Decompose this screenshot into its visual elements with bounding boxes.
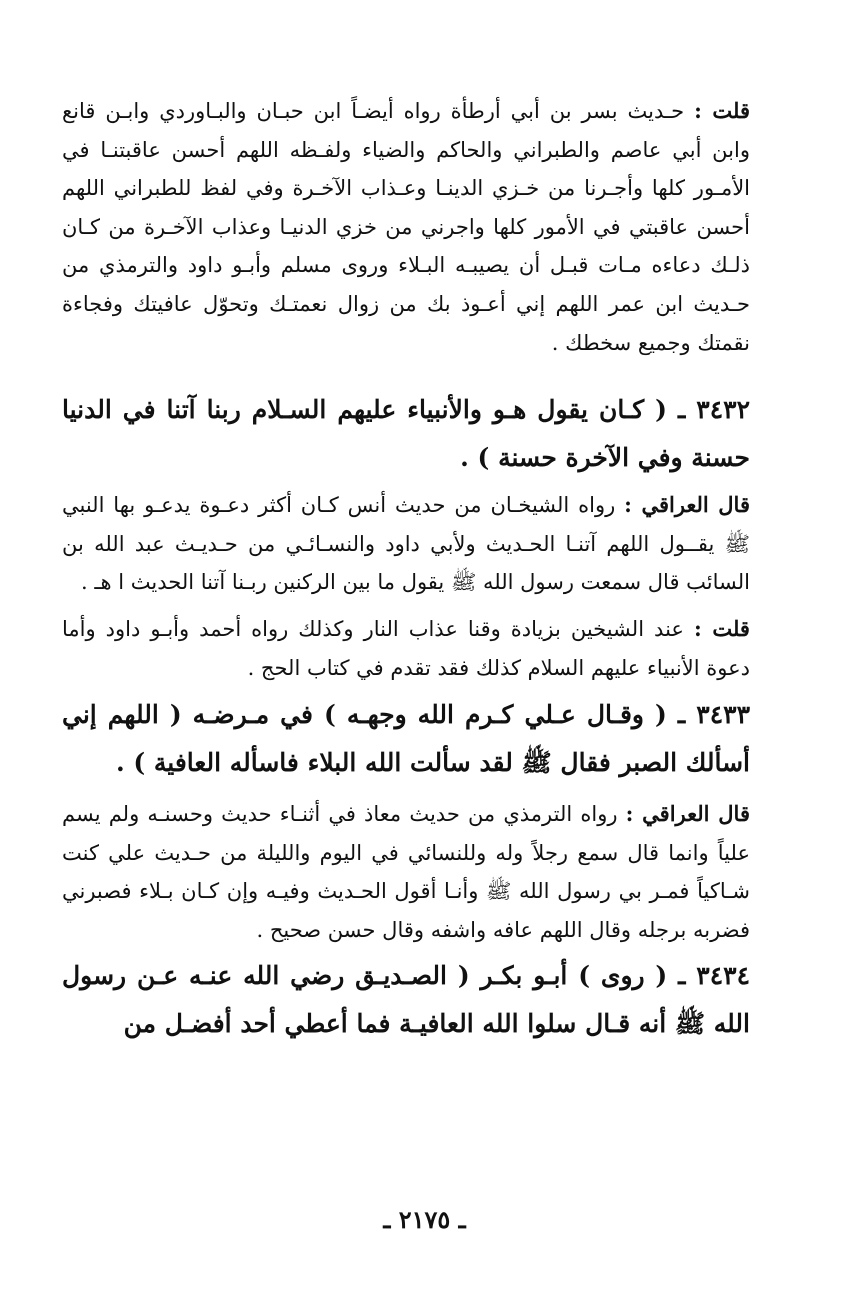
commentary-paragraph [62,486,750,602]
hadith-heading-3432: ٣٤٣٢ ـ ( كـان يقول هـو والأنبياء عليهم السـلام ربنا آتنا في الدنيا حسنة وفي الآخرة حسنة ) . [62,395,750,473]
hadith-heading-3433: ٣٤٣٣ ـ ( وقـال عـلي كـرم الله وجهـه ) في مـرضـه ( اللهم إني أسألك الصبر فقال ﷺ لقد سألت الله البلاء فاسأله العافية ) . [62,700,750,778]
paragraph-lead: قال العراقي : [624,492,750,518]
paragraph-lead: قلت : [694,98,750,123]
paragraph-text: حـديث بسر بن أبي أرطأة رواه أيضـاً ابن حبـان والبـاوردي وابـن قانع وابن أبي عاصم والطبراني والحاكم والضياء ولفـظه اللهم أحسن عاقبتنـا في الأمـور كلها وأجـرنا من خـزي الدينـا وعـذاب الآخـرة وفي لفظ للطبراني اللهم أحسن عاقبتي في الأمور كلها واجرني من خزي الدنيـا وعذاب الآخـرة من كـان ذلـك دعاءه مـات قبـل أن يصيبـه البـلاء وروى مسلم وأبـو داود والترمذي من حـديث ابن عمر اللهم إني أعـوذ بك من زوال نعمتـك وتحوّل عافيتك وفجاءة نقمتك وجميع سخطك . [62,99,750,355]
page-body [62,92,750,1048]
commentary-paragraph [62,610,750,687]
paragraph-text: رواه الشيخـان من حديث أنس كـان أكثر دعـوة يدعـو بها النبي ﷺ يقــول اللهم آتنـا الحـديث ولأبي داود والنسـائـي من حـديـث عبد الله بن السائب قال سمعت رسول الله ﷺ يقول ما بين الركنين ربـنا آتنا الحديث ا هـ . [62,493,750,595]
paragraph-text: رواه الترمذي من حديث معاذ في أثنـاء حديث وحسنـه ولم يسم علياً وانما قال سمع رجلاً وله وللنسائي في اليوم والليلة من حـديث علي كنت شـاكياً فمـر بي رسول الله ﷺ وأنـا أقول الحـديث وفيـه وإن كـان بـلاء فصبرني فضربه برجله وقال اللهم عافه واشفه وقال حسن صحيح . [62,802,750,942]
commentary-paragraph [62,92,750,362]
paragraph-text: عند الشيخين بزيادة وقنا عذاب النار وكذلك رواه أحمد وأبـو داود وأما دعوة الأنبياء عليهم السلام كذلك فقد تقدم في كتاب الحج . [62,616,750,680]
commentary-paragraph [62,795,750,949]
page-number: ـ ٢١٧٥ ـ [383,1205,466,1234]
hadith-heading-3434: ٣٤٣٤ ـ ( روى ) أبـو بكـر ( الصـديـق رضي الله عنـه عـن رسول الله ﷺ أنه قـال سلوا الله العافيـة فما أعطي أحد أفضـل من [62,960,750,1038]
paragraph-lead: قلت : [693,615,750,641]
paragraph-lead: قال العراقي : [625,801,750,827]
